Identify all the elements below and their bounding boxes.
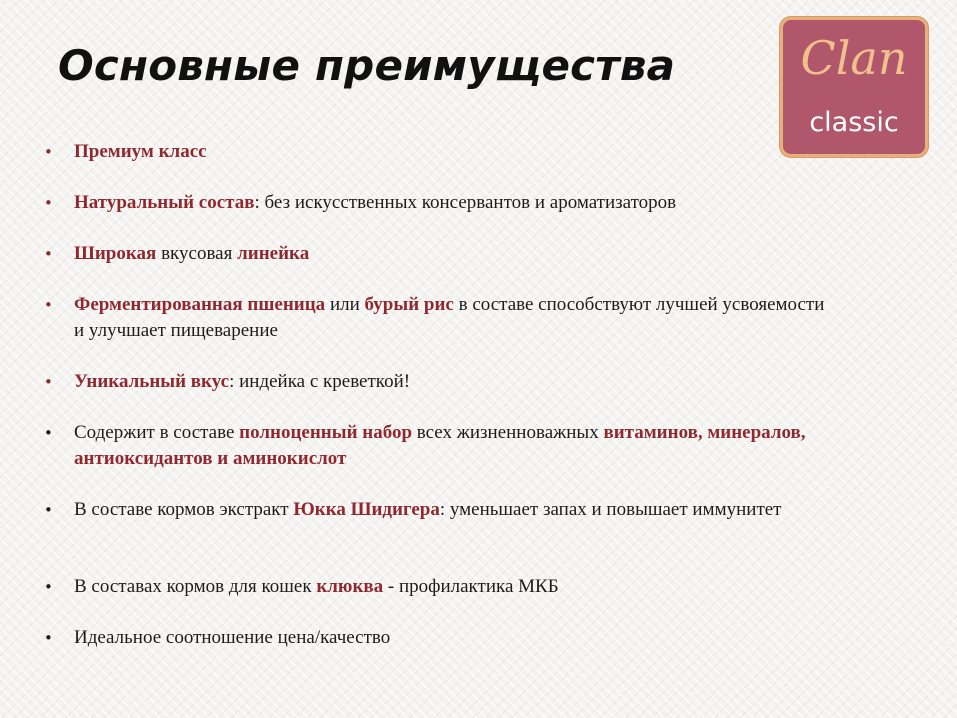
bullet-text-highlight: бурый рис: [364, 294, 454, 315]
bullet-text-highlight: Премиум класс: [74, 141, 207, 162]
list-item: [74, 497, 834, 523]
bullet-text-highlight: Широкая: [74, 243, 157, 264]
list-item: [74, 190, 834, 216]
bullet-text: : без искусственных консервантов и ароматизаторов: [254, 192, 677, 213]
bullet-text: : индейка с креветкой!: [229, 371, 411, 392]
bullet-text: всех жизненноважных: [412, 422, 604, 443]
bullet-text: в составе способствуют лучшей усвояемости и улучшает пищеварение: [74, 294, 825, 341]
bullet-text-highlight: витаминов, минералов, антиоксидантов и аминокислот: [74, 422, 806, 469]
logo-sub-text: classic: [809, 107, 899, 138]
list-item: [74, 292, 834, 344]
bullet-text-highlight: линейка: [237, 243, 310, 264]
list-item: [74, 241, 834, 267]
bullet-text-highlight: клюква: [316, 576, 384, 597]
bullet-text: или: [325, 294, 365, 315]
list-item: [74, 420, 834, 472]
list-item: [74, 625, 834, 651]
list-item: [74, 574, 834, 600]
list-item: [74, 369, 834, 395]
bullet-text-highlight: Ферментированная пшеница: [74, 294, 326, 315]
slide-title: Основные преимущества: [58, 41, 676, 90]
bullet-text: В составе кормов экстракт: [74, 499, 294, 520]
bullet-text: Содержит в составе: [74, 422, 240, 443]
list-item: [74, 139, 834, 165]
bullet-text: В составах кормов для кошек: [74, 576, 317, 597]
bullet-text: - профилактика МКБ: [383, 576, 559, 597]
bullet-text-highlight: Юкка Шидигера: [293, 499, 440, 520]
bullet-text: вкусовая: [156, 243, 238, 264]
logo-script-text: Clan: [800, 31, 908, 85]
bullet-text-highlight: полноценный набор: [239, 422, 413, 443]
bullet-text: : уменьшает запах и повышает иммунитет: [439, 499, 782, 520]
bullet-text-highlight: Натуральный состав: [74, 192, 255, 213]
bullet-text-highlight: Уникальный вкус: [74, 371, 230, 392]
bullet-text: Идеальное соотношение цена/качество: [74, 627, 391, 648]
